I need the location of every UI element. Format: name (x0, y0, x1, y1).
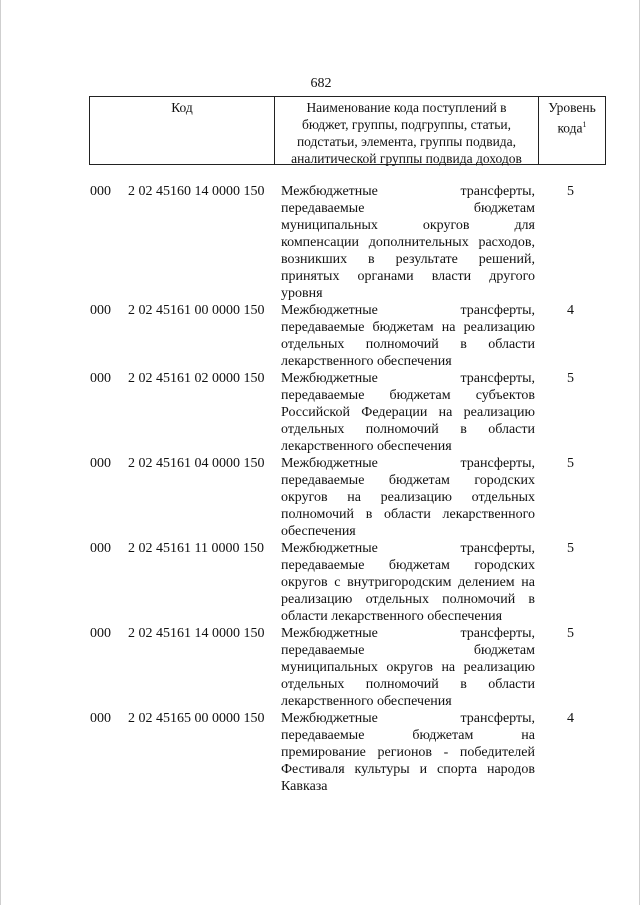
revenue-name-line: отдельных полномочий в области (281, 677, 535, 692)
admin-code: 000 (90, 626, 111, 641)
revenue-name (281, 710, 535, 795)
header-name (275, 97, 539, 164)
revenue-name-line: отдельных полномочий в области (281, 337, 535, 352)
table-row (1, 183, 640, 302)
header-name-line: бюджет, группы, подгруппы, статьи, (302, 117, 511, 132)
revenue-name (281, 370, 535, 455)
revenue-name (281, 455, 535, 540)
table-row (1, 455, 640, 540)
revenue-name-line: округов с внутригородским делением на (281, 575, 535, 590)
header-level-line2 (539, 116, 605, 137)
code-level: 5 (567, 456, 574, 471)
revenue-name-line: уровня (281, 286, 323, 301)
admin-code: 000 (90, 711, 111, 726)
revenue-name-line: отдельных полномочий в области (281, 422, 535, 437)
revenue-code: 2 02 45161 11 0000 150 (128, 541, 264, 556)
header-level (539, 97, 605, 164)
revenue-name (281, 302, 535, 370)
page-number: 682 (310, 76, 332, 91)
revenue-code: 2 02 45165 00 0000 150 (128, 711, 265, 726)
header-code: Код (90, 97, 275, 164)
revenue-name-line: муниципальных округов для (281, 218, 535, 233)
revenue-name (281, 625, 535, 710)
revenue-name-line: передаваемые бюджетам (281, 201, 535, 216)
revenue-name-line: передаваемые бюджетам на реализацию (281, 320, 535, 335)
revenue-name-line: передаваемые бюджетам городских (281, 473, 535, 488)
table-row (1, 540, 640, 625)
revenue-name-line: Межбюджетные трансферты, (281, 184, 535, 199)
table-row (1, 625, 640, 710)
revenue-name-line: Кавказа (281, 779, 328, 794)
table-body (1, 183, 640, 795)
footnote-mark: 1 (582, 120, 587, 129)
revenue-name-line: округов на реализацию отдельных (281, 490, 535, 505)
revenue-name-line: передаваемые бюджетам (281, 643, 535, 658)
revenue-name-line: принятых органами власти другого (281, 269, 535, 284)
revenue-name-line: Межбюджетные трансферты, (281, 456, 535, 471)
code-level: 5 (567, 626, 574, 641)
revenue-name-line: области лекарственного обеспечения (281, 609, 503, 624)
revenue-name-line: лекарственного обеспечения (281, 439, 452, 454)
revenue-name (281, 540, 535, 625)
table-header (89, 96, 606, 165)
admin-code: 000 (90, 541, 111, 556)
header-name-line: подстатьи, элемента, группы подвида, (296, 134, 517, 149)
table-row (1, 370, 640, 455)
revenue-name (281, 183, 535, 302)
revenue-code: 2 02 45161 14 0000 150 (128, 626, 265, 641)
revenue-code: 2 02 45160 14 0000 150 (128, 184, 265, 199)
revenue-name-line: Межбюджетные трансферты, (281, 626, 535, 641)
admin-code: 000 (90, 184, 111, 199)
revenue-name-line: обеспечения (281, 524, 356, 539)
revenue-name-line: возникших в результате решений, (281, 252, 535, 267)
revenue-name-line: муниципальных округов на реализацию (281, 660, 535, 675)
header-level-word: кода (557, 120, 583, 136)
revenue-name-line: Фестиваля культуры и спорта народов (281, 762, 535, 777)
revenue-name-line: передаваемые бюджетам на (281, 728, 535, 743)
revenue-name-line: Российской Федерации на реализацию (281, 405, 535, 420)
code-level: 5 (567, 541, 574, 556)
revenue-name-line: полномочий в области лекарственного (281, 507, 535, 522)
revenue-name-line: лекарственного обеспечения (281, 354, 452, 369)
admin-code: 000 (90, 456, 111, 471)
code-level: 4 (567, 711, 574, 726)
revenue-code: 2 02 45161 04 0000 150 (128, 456, 265, 471)
header-name-line: аналитической группы подвида доходов (291, 151, 522, 166)
admin-code: 000 (90, 371, 111, 386)
revenue-name-line: Межбюджетные трансферты, (281, 303, 535, 318)
revenue-name-line: лекарственного обеспечения (281, 694, 452, 709)
revenue-name-line: премирование регионов - победителей (281, 745, 535, 760)
header-level-line: Уровень (548, 100, 596, 115)
revenue-name-line: реализацию отдельных полномочий в (281, 592, 535, 607)
revenue-name-line: компенсации дополнительных расходов, (281, 235, 535, 250)
revenue-name-line: Межбюджетные трансферты, (281, 541, 535, 556)
revenue-name-line: Межбюджетные трансферты, (281, 371, 535, 386)
revenue-name-line: передаваемые бюджетам субъектов (281, 388, 535, 403)
code-level: 5 (567, 184, 574, 199)
revenue-name-line: передаваемые бюджетам городских (281, 558, 535, 573)
table-row (1, 302, 640, 370)
header-name-line: Наименование кода поступлений в (306, 100, 507, 115)
revenue-code: 2 02 45161 00 0000 150 (128, 303, 265, 318)
revenue-name-line: Межбюджетные трансферты, (281, 711, 535, 726)
table-row (1, 710, 640, 795)
code-level: 4 (567, 303, 574, 318)
admin-code: 000 (90, 303, 111, 318)
revenue-code: 2 02 45161 02 0000 150 (128, 371, 265, 386)
code-level: 5 (567, 371, 574, 386)
